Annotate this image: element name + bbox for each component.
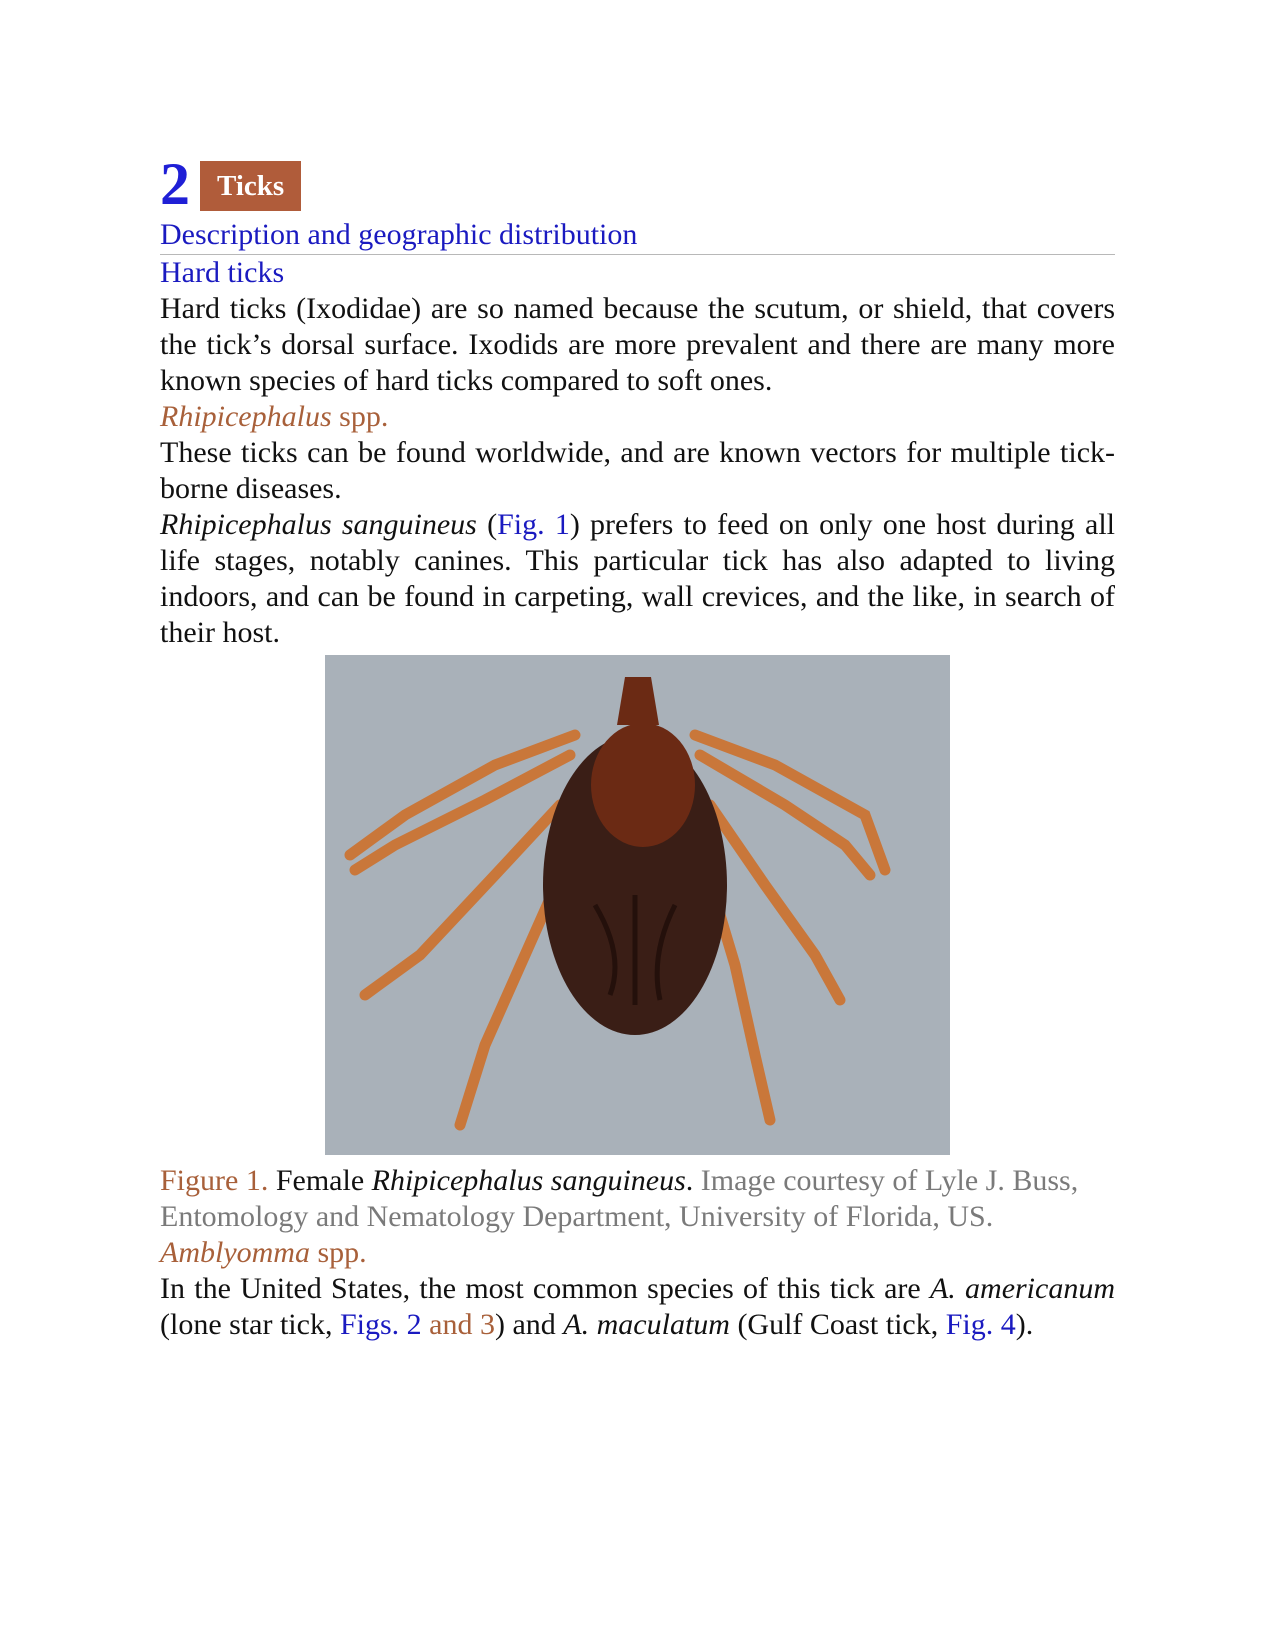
species-name: A. maculatum [563,1308,730,1341]
and-text: and [421,1308,480,1341]
text-run: (Gulf Coast tick, [729,1308,946,1341]
section-title: Description and geographic distribution [160,218,1115,255]
figure-1-image [325,655,950,1155]
subsection-title: Hard ticks [160,256,285,289]
genus-spp: spp. [309,1236,367,1269]
fig-3-link[interactable]: 3 [479,1308,495,1341]
chapter-title: Ticks [200,161,301,211]
paragraph-rhipicephalus-1: These ticks can be found worldwide, and are known vectors for multiple tick-borne diseases. [160,436,1115,505]
text-run: ) and [494,1308,564,1341]
text-run: ). [1015,1308,1034,1341]
tick-photo-icon [325,655,950,1155]
chapter-number: 2 [160,151,190,217]
fig-4-link[interactable]: Fig. 4 [945,1308,1016,1341]
genus-spp: spp. [331,400,389,433]
caption-species: Rhipicephalus sanguineus [371,1164,686,1197]
text-run: (lone star tick, [160,1308,340,1341]
genus-heading-amblyomma [160,1235,1115,1271]
text-run: . [685,1164,694,1197]
species-name: Rhipicephalus sanguineus [160,508,477,541]
text-run: Female [268,1164,372,1197]
chapter-heading [160,150,1115,217]
paragraph-amblyomma [160,1271,1115,1343]
text-run: ) prefers to feed on only one host during all life stages, notably canines. This particular tick has also adapted to living indoors, and can be found in carpeting, wall crevices, and the like, in search of their host. [160,508,1115,649]
figure-label: Figure 1. [160,1164,269,1197]
genus-heading-rhipicephalus [160,399,1115,435]
paragraph-rhipicephalus-2 [160,507,1115,651]
fig-1-link[interactable]: Fig. 1 [497,508,570,541]
image-credit: Image courtesy of Lyle J. Buss, Entomology and Nematology Department, University of Florida, US. [160,1164,1079,1233]
species-name: A. americanum [929,1272,1115,1305]
page-content [160,150,1115,1343]
text-run: ( [476,508,498,541]
paragraph-hard-ticks: Hard ticks (Ixodidae) are so named because the scutum, or shield, that covers the tick’s dorsal surface. Ixodids are more prevalent and there are many more known species of hard ticks compared to soft ones. [160,292,1115,397]
genus-name: Rhipicephalus [160,400,332,433]
figs-2-link[interactable]: Figs. 2 [339,1308,422,1341]
genus-name: Amblyomma [160,1236,310,1269]
text-run: In the United States, the most common species of this tick are [160,1272,930,1305]
figure-1-caption [160,1163,1115,1235]
